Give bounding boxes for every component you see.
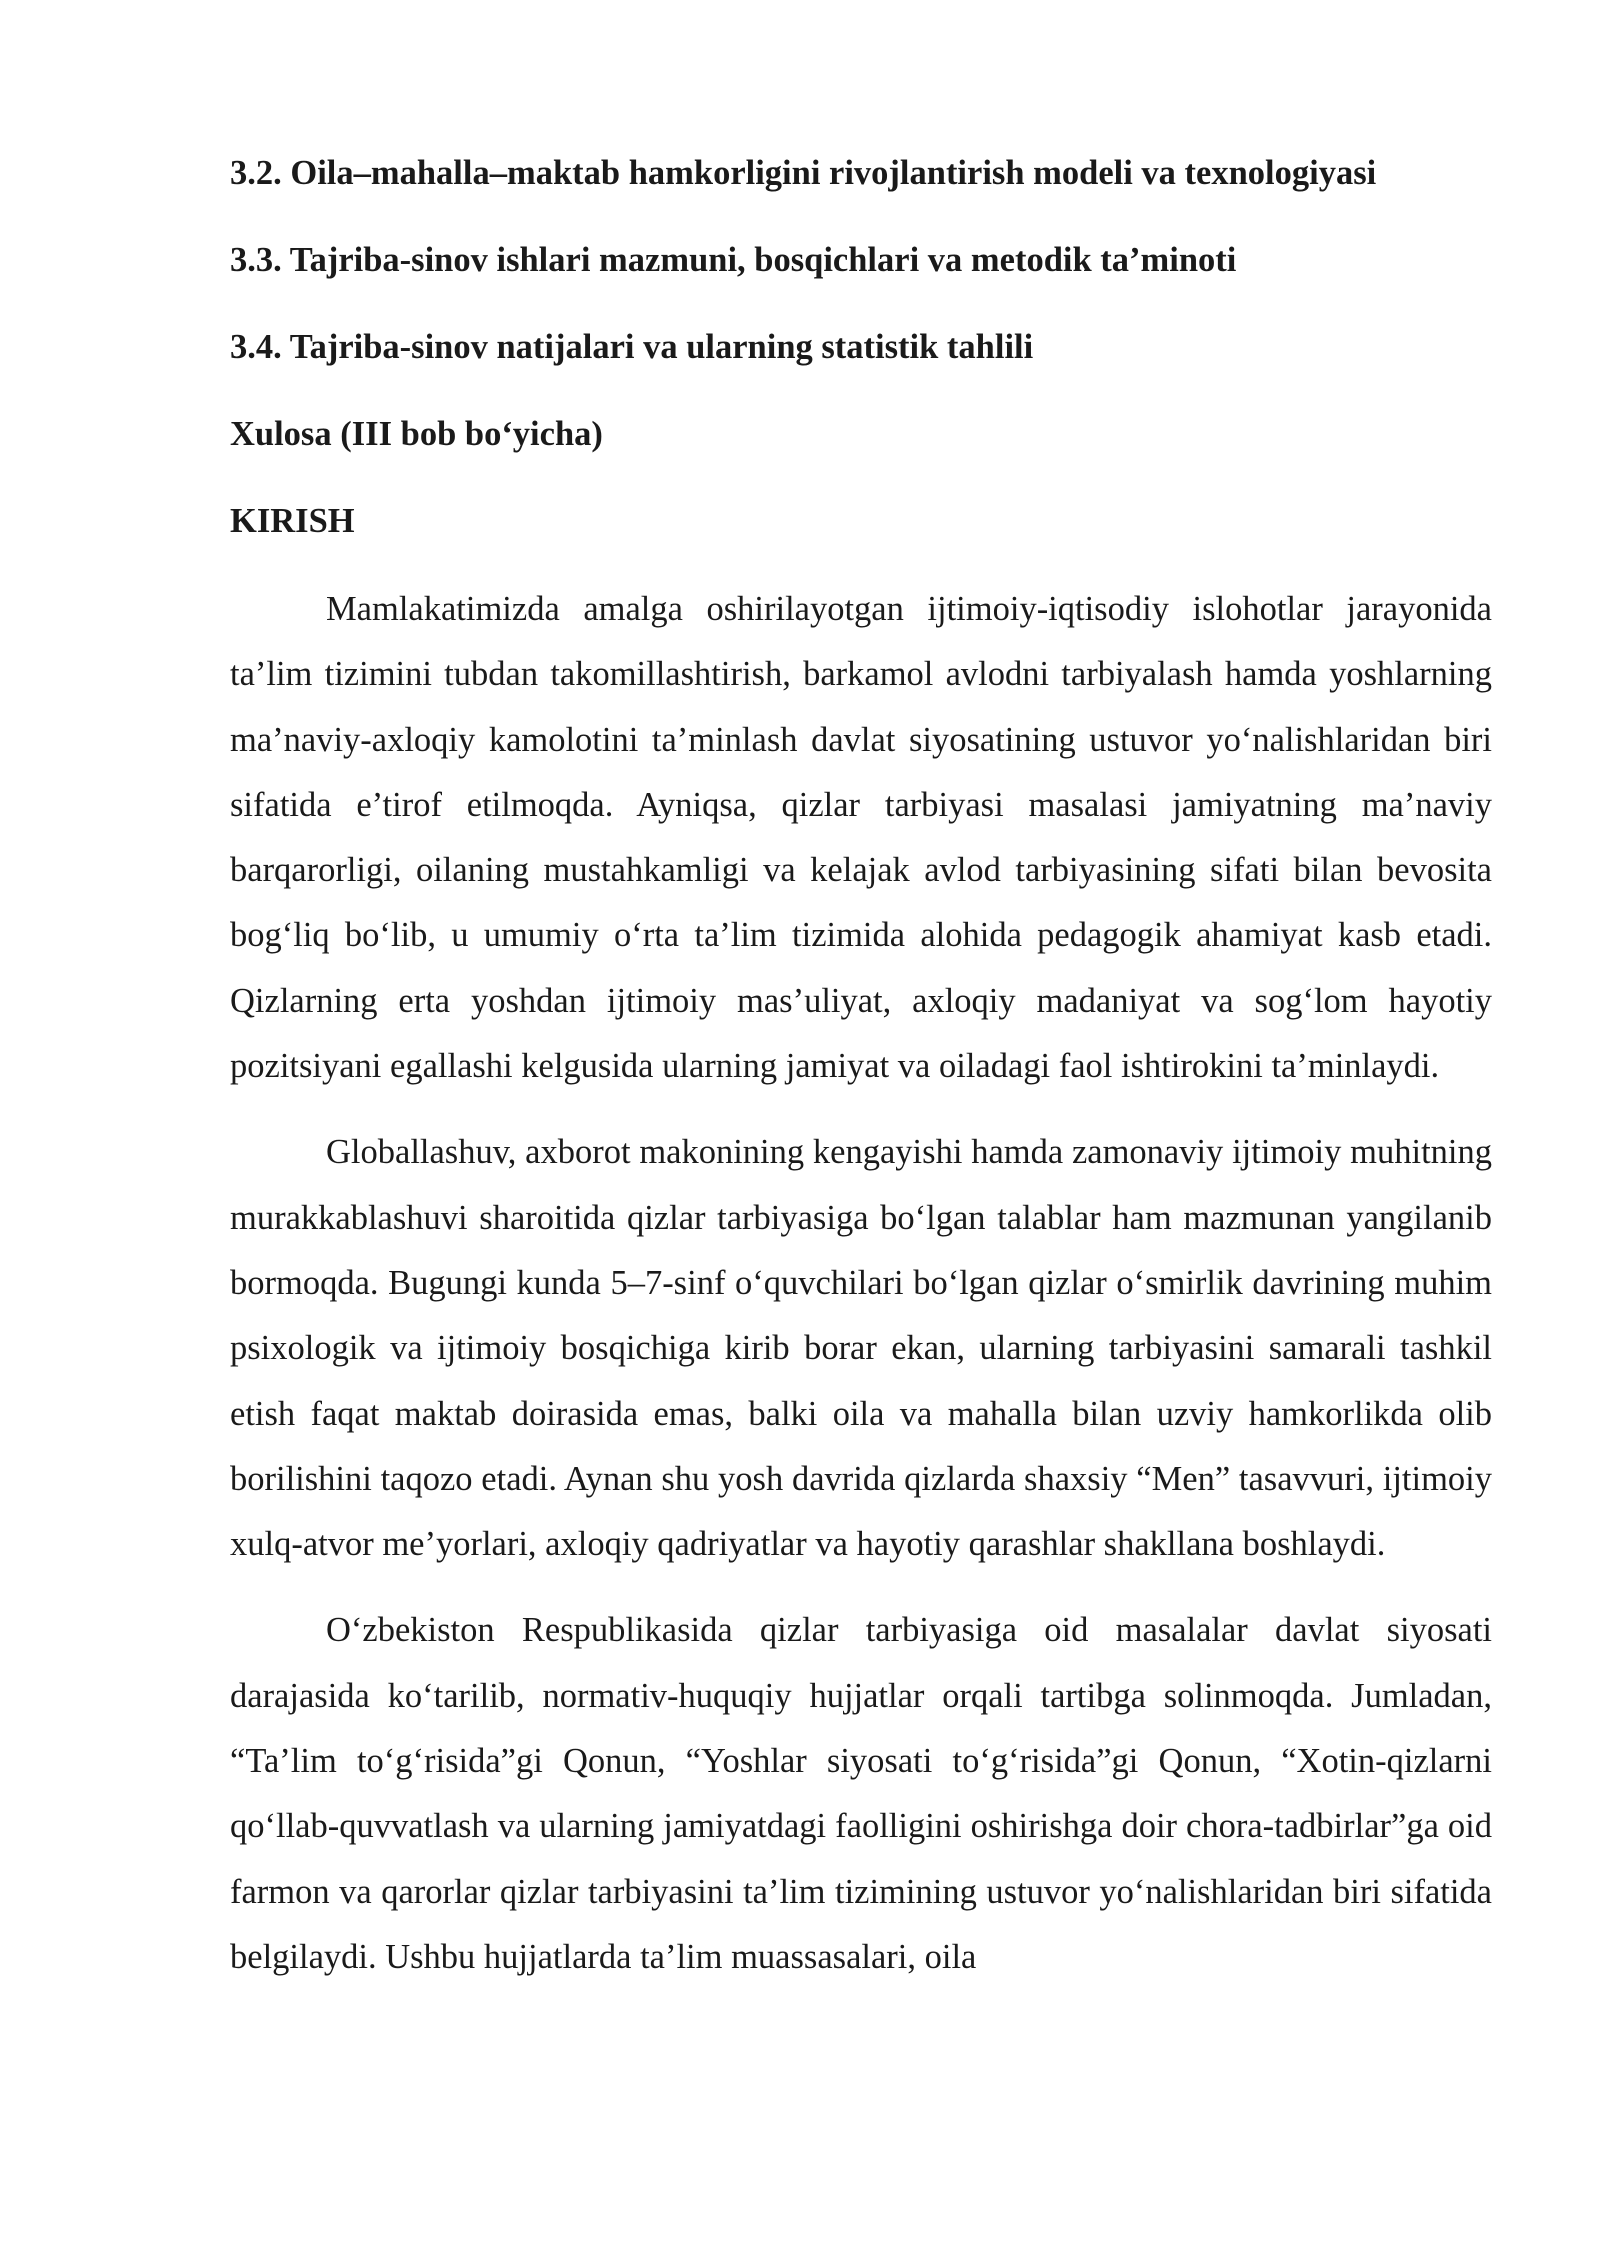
body-paragraph: O‘zbekiston Respublikasida qizlar tarbiyasiga oid masalalar davlat siyosati darajasida ko‘tarilib, normativ-huquqiy hujjatlar orqali tartibga solinmoqda. Jumladan, “Ta’lim to‘g‘risida”gi Qonun, “Yoshlar siyosati to‘g‘risida”gi Qonun, “Xotin-qizlarni qo‘llab-quvvatlash va ularning jamiyatdagi faolligini oshirishga doir chora-tadbirlar”ga oid farmon va qarorlar qizlar tarbiyasini ta’lim tizimining ustuvor yo‘nalishlaridan biri sifatida belgilaydi. Ushbu hujjatlarda ta’lim muassasalari, oila: [230, 1611, 1492, 1976]
body-paragraph: Globallashuv, axborot makonining kengayishi hamda zamonaviy ijtimoiy muhitning murakkablashuvi sharoitida qizlar tarbiyasiga bo‘lgan talablar ham mazmunan yangilanib bormoqda. Bugungi kunda 5–7-sinf o‘quvchilari bo‘lgan qizlar o‘smirlik davrining muhim psixologik va ijtimoiy bosqichiga kirib borar ekan, ularning tarbiyasini samarali tashkil etish faqat maktab doirasida emas, balki oila va mahalla bilan uzviy hamkorlikda olib borilishini taqozo etadi. Aynan shu yosh davrida qizlarda shaxsiy “Men” tasavvuri, ijtimoiy xulq-atvor me’yorlari, axloqiy qadriyatlar va hayotiy qarashlar shakllana boshlaydi.: [230, 1133, 1492, 1564]
body-paragraph: Mamlakatimizda amalga oshirilayotgan ijtimoiy-iqtisodiy islohotlar jarayonida ta’lim tizimini tubdan takomillashtirish, barkamol avlodni tarbiyalash hamda yoshlarning ma’naviy-axloqiy kamolotini ta’minlash davlat siyosatining ustuvor yo‘nalishlaridan biri sifatida e’tirof etilmoqda. Ayniqsa, qizlar tarbiyasi masalasi jamiyatning ma’naviy barqarorligi, oilaning mustahkamligi va kelajak avlod tarbiyasining sifati bilan bevosita bog‘liq bo‘lib, u umumiy o‘rta ta’lim tizimida alohida pedagogik ahamiyat kasb etadi. Qizlarning erta yoshdan ijtimoiy mas’uliyat, axloqiy madaniyat va sog‘lom hayotiy pozitsiyani egallashi kelgusida ularning jamiyat va oiladagi faol ishtirokini ta’minlaydi.: [230, 590, 1492, 1086]
page-content: [230, 148, 1492, 2011]
toc-item-3-4: 3.4. Tajriba-sinov natijalari va ularning statistik tahlili: [230, 328, 1034, 366]
toc-item-conclusion: Xulosa (III bob bo‘yicha): [230, 415, 603, 453]
toc-item-3-3: 3.3. Tajriba-sinov ishlari mazmuni, bosqichlari va metodik ta’minoti: [230, 241, 1237, 279]
toc-item-3-2: 3.2. Oila–mahalla–maktab hamkorligini rivojlantirish modeli va texnologiyasi: [230, 154, 1377, 192]
section-title: KIRISH: [230, 502, 355, 540]
